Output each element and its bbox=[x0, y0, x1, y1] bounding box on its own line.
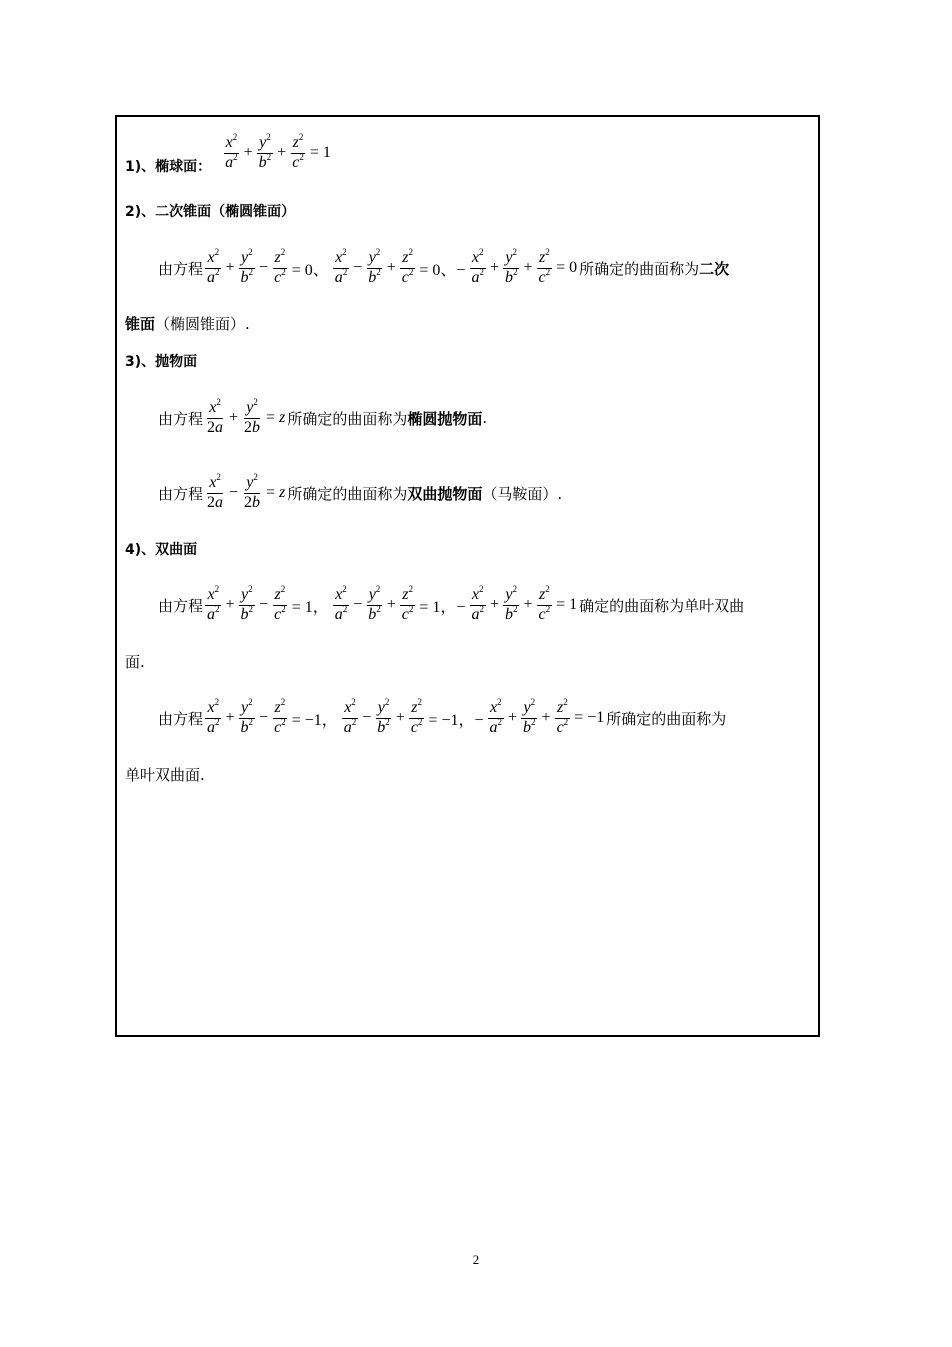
page-number: 2 bbox=[472, 1252, 480, 1267]
hyperboloid-continuation-2 bbox=[125, 763, 205, 785]
bold-term: 二次 bbox=[699, 259, 730, 278]
text: 由方程 bbox=[158, 709, 204, 728]
hyperboloid-continuation-1 bbox=[125, 650, 145, 672]
hyperbolic-paraboloid-line: 由方程 $\frac{x^2}{2a}$ − $\frac{y^2}{2b}$ = z 所确定的曲面称为 双曲抛物面 （马鞍面）. bbox=[158, 471, 563, 511]
equation-ellipsoid: $\frac{x^2}{a^2}$ + $\frac{y^2}{b^2}$ + $\frac{z^2}{c^2}$ = 1 bbox=[225, 131, 331, 171]
section-heading-cone bbox=[125, 200, 295, 222]
text: 面. bbox=[125, 652, 145, 671]
bold-term: 锥面 bbox=[125, 314, 156, 333]
section-heading: 4)、双曲面 bbox=[125, 542, 198, 558]
section-heading: 3)、抛物面 bbox=[125, 354, 198, 370]
text: （马鞍面）. bbox=[482, 484, 563, 503]
hyperboloid-line-2: 由方程 $\frac{x^2}{a^2}$ + $\frac{y^2}{b^2}$ − $\frac{z^2}{c^2}$ = −1， $\frac{x^2}{a^2}$ − $\frac{y^2}{b^2}$ + $\frac{z^2}{c^2}$ = −1，− $\frac{x^2}{a^2}$ + $\frac{y^2}{b^2}$ + $\frac{z^2}{c^2}$ = −1 所确定的曲面称为 bbox=[158, 696, 727, 736]
text: 由方程 bbox=[158, 596, 204, 615]
section-heading-paraboloid bbox=[125, 350, 197, 372]
section-ellipsoid bbox=[125, 128, 333, 178]
text: 所确定的曲面称为 bbox=[287, 484, 408, 503]
elliptic-paraboloid-line: 由方程 $\frac{x^2}{2a}$ + $\frac{y^2}{2b}$ = z 所确定的曲面称为 椭圆抛物面 . bbox=[158, 396, 488, 436]
section-heading: 2)、二次锥面（椭圆锥面） bbox=[125, 204, 296, 220]
bold-term: 双曲抛物面 bbox=[407, 484, 483, 503]
text: 确定的曲面称为单叶双曲 bbox=[579, 596, 745, 615]
section-heading-hyperboloid bbox=[125, 538, 197, 560]
text: 单叶双曲面. bbox=[125, 765, 205, 784]
text: 所确定的曲面称为 bbox=[579, 259, 700, 278]
hyperboloid-line-1: 由方程 $\frac{x^2}{a^2}$ + $\frac{y^2}{b^2}$ − $\frac{z^2}{c^2}$ = 1， $\frac{x^2}{a^2}$ − $\frac{y^2}{b^2}$ + $\frac{z^2}{c^2}$ = 1，− $\frac{x^2}{a^2}$ + $\frac{y^2}{b^2}$ + $\frac{z^2}{c^2}$ = 1 确定的曲面称为单叶双曲 bbox=[158, 583, 745, 623]
text: 由方程 bbox=[158, 259, 204, 278]
bold-term: 椭圆抛物面 bbox=[407, 409, 483, 428]
text: 由方程 bbox=[158, 484, 204, 503]
text: 由方程 bbox=[158, 409, 204, 428]
text: （椭圆锥面）. bbox=[155, 314, 250, 333]
cone-continuation bbox=[125, 312, 250, 334]
cone-equation-line: 由方程 $\frac{x^2}{a^2}$ + $\frac{y^2}{b^2}$ − $\frac{z^2}{c^2}$ = 0、 $\frac{x^2}{a^2}$ − $\frac{y^2}{b^2}$ + $\frac{z^2}{c^2}$ = 0、− $\frac{x^2}{a^2}$ + $\frac{y^2}{b^2}$ + $\frac{z^2}{c^2}$ = 0 所确定的曲面称为 二次 bbox=[158, 246, 730, 286]
text: 所确定的曲面称为 bbox=[287, 409, 408, 428]
text: . bbox=[482, 409, 488, 427]
text: 所确定的曲面称为 bbox=[606, 709, 727, 728]
section-heading: 1)、椭球面： bbox=[125, 159, 212, 175]
